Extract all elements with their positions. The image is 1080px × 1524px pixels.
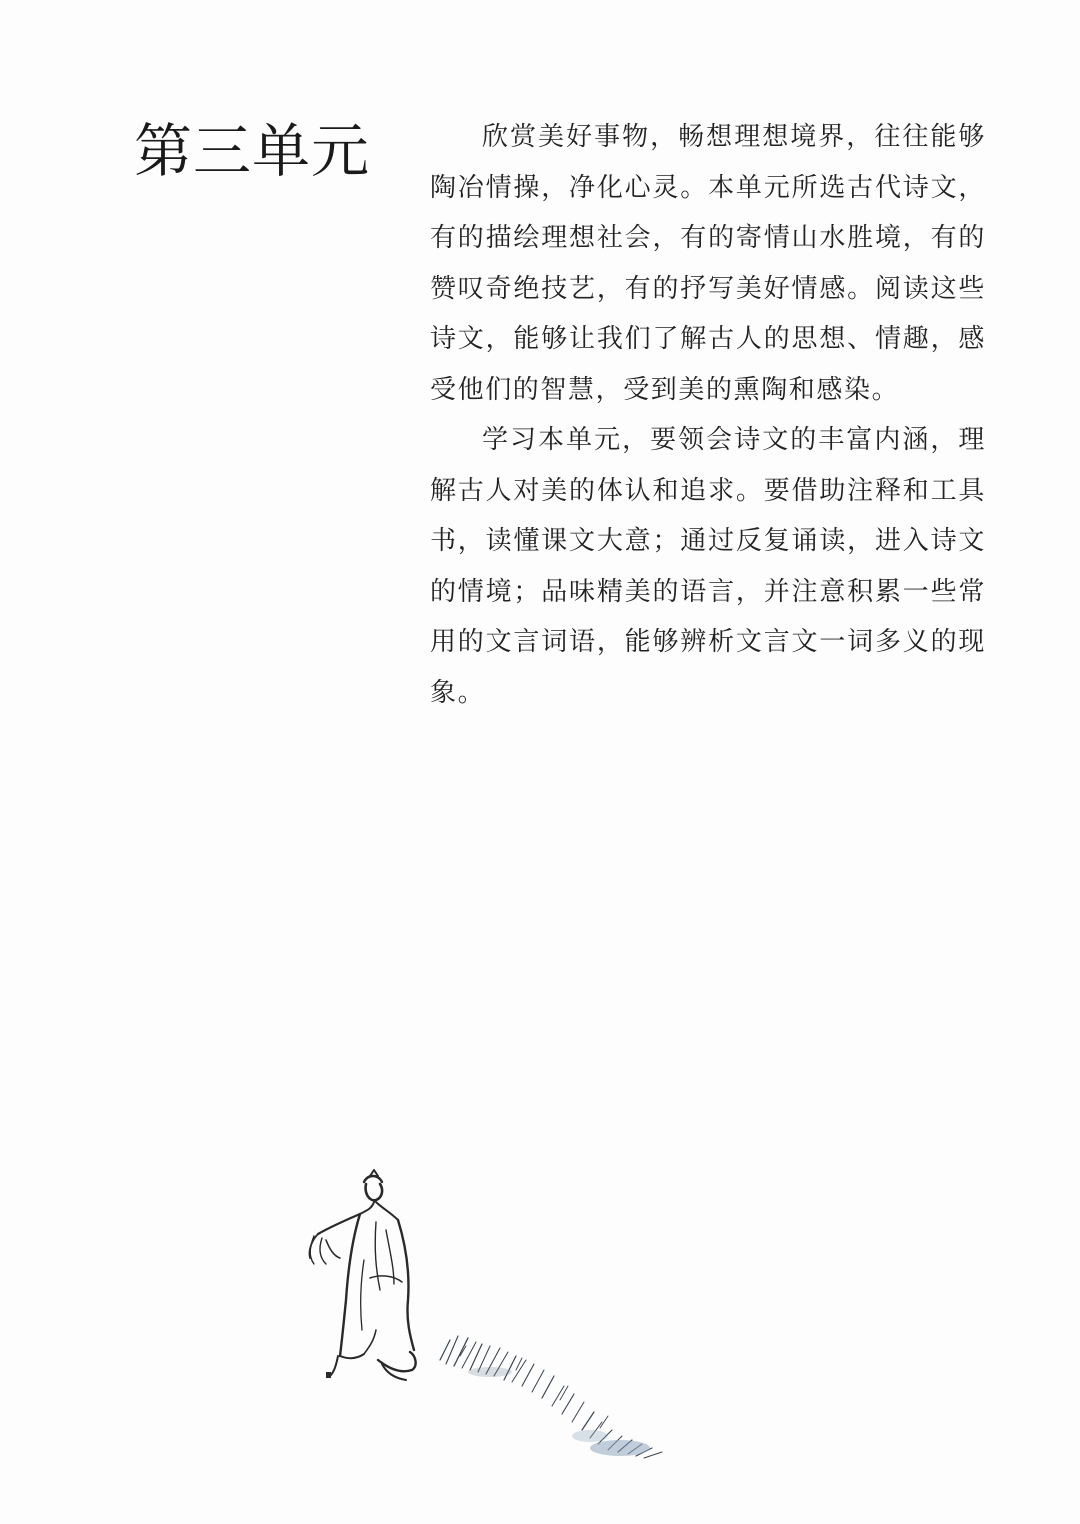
unit-introduction (430, 112, 986, 718)
ink-scholar-figure-icon (290, 1160, 690, 1490)
intro-paragraph-2: 学习本单元，要领会诗文的丰富内涵，理解古人对美的体认和追求。要借助注释和工具书，读懂课文大意；通过反复诵读，进入诗文的情境；品味精美的语言，并注意积累一些常用的文言词语，能够辨析文言文一词多义的现象。 (430, 425, 986, 708)
unit-title: 第三单元 (134, 117, 371, 185)
intro-paragraph-1: 欣赏美好事物，畅想理想境界，往往能够陶冶情操，净化心灵。本单元所选古代诗文，有的描绘理想社会，有的寄情山水胜境，有的赞叹奇绝技艺，有的抒写美好情感。阅读这些诗文，能够让我们了解古人的思想、情趣，感受他们的智慧，受到美的熏陶和感染。 (430, 122, 986, 405)
